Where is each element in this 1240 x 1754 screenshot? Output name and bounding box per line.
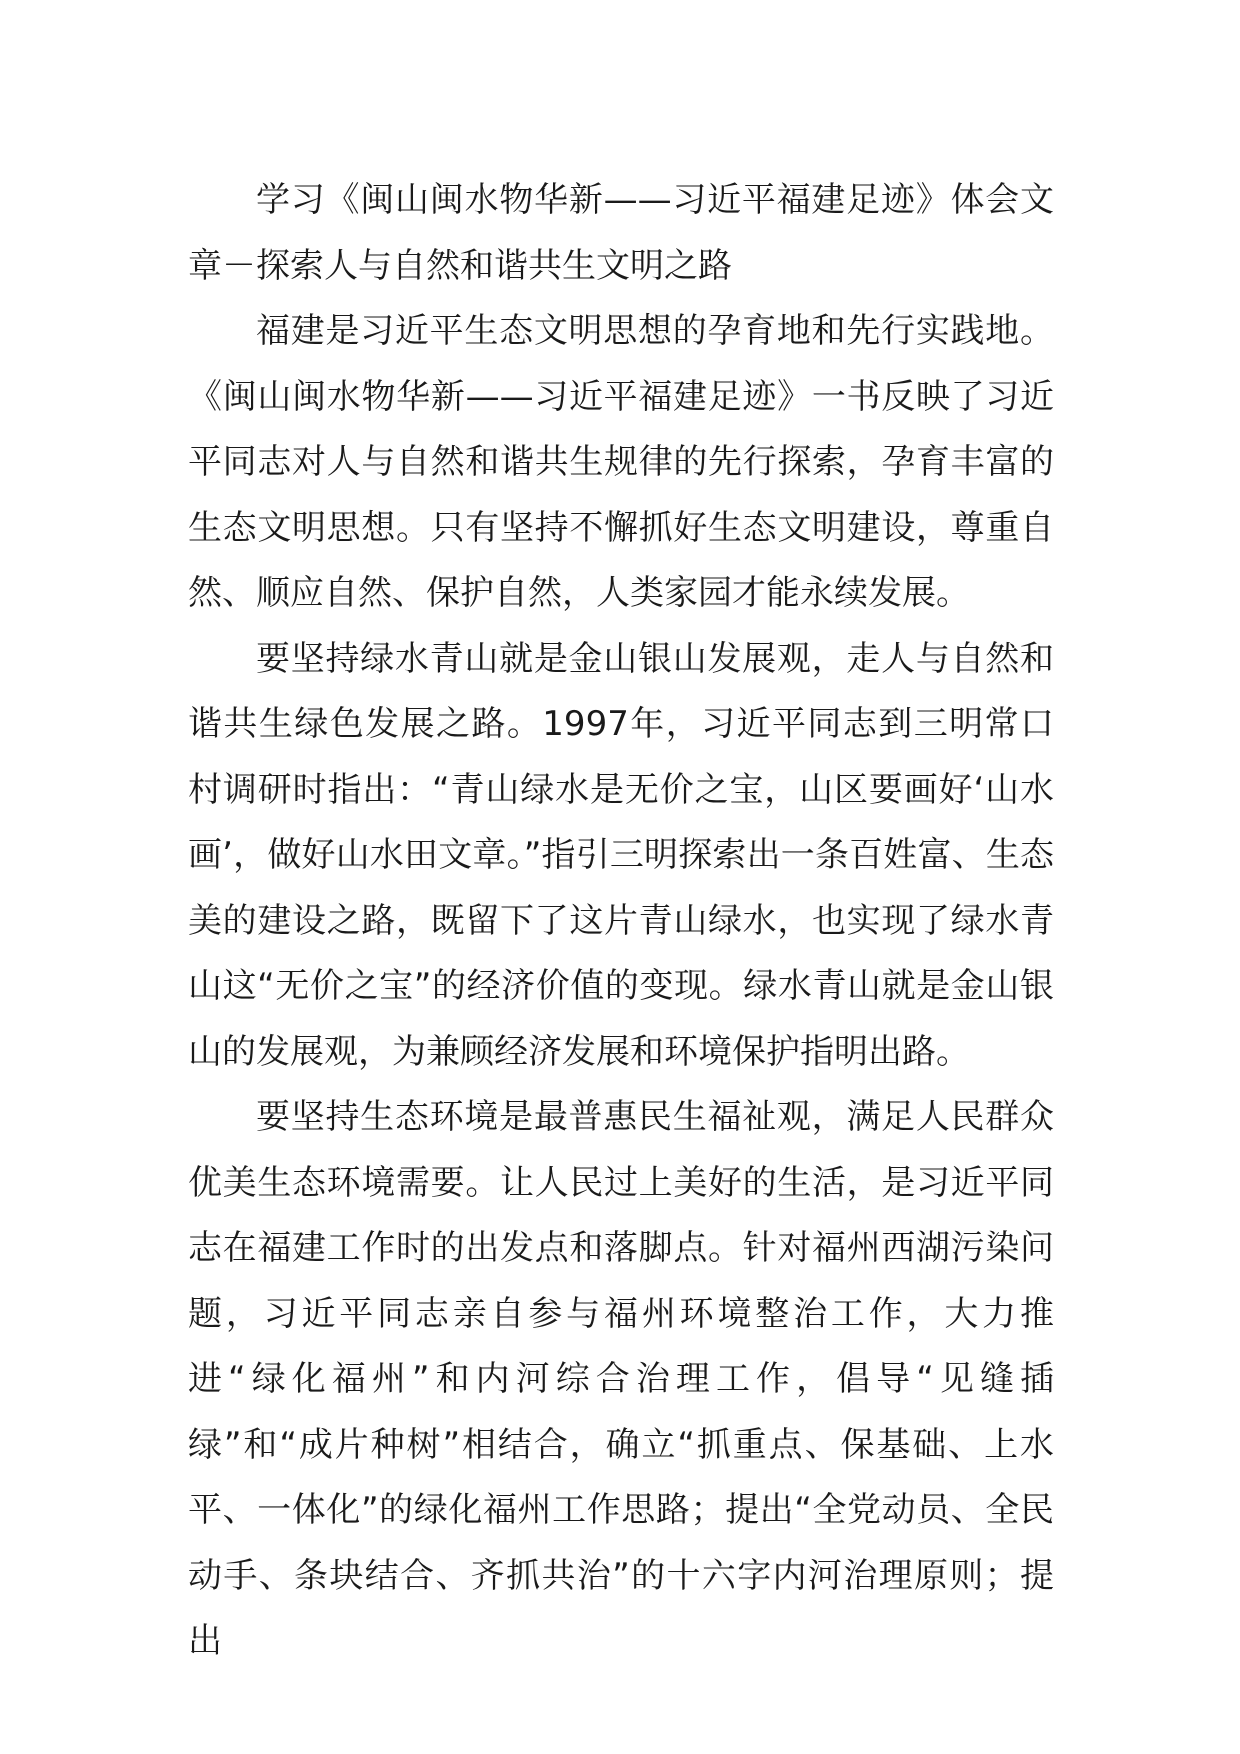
document-title: 学习《闽山闽水物华新——习近平福建足迹》体会文章－探索人与自然和谐共生文明之路 bbox=[188, 180, 1054, 286]
document-body bbox=[188, 168, 1054, 1675]
paragraph-2: 要坚持绿水青山就是金山银山发展观，走人与自然和谐共生绿色发展之路。1997年，习近平同志到三明常口村调研时指出：“青山绿水是无价之宝，山区要画好‘山水画’，做好山水田文章。”指引三明探索出一条百姓富、生态美的建设之路，既留下了这片青山绿水，也实现了绿水青山这“无价之宝”的经济价值的变现。绿水青山就是金山银山的发展观，为兼顾经济发展和环境保护指明出路。 bbox=[188, 638, 1054, 1072]
paragraph-1: 福建是习近平生态文明思想的孕育地和先行实践地。《闽山闽水物华新——习近平福建足迹》一书反映了习近平同志对人与自然和谐共生规律的先行探索，孕育丰富的生态文明思想。只有坚持不懈抓好生态文明建设，尊重自然、顺应自然、保护自然，人类家园才能永续发展。 bbox=[188, 311, 1054, 613]
paragraph-3: 要坚持生态环境是最普惠民生福祉观，满足人民群众优美生态环境需要。让人民过上美好的生活，是习近平同志在福建工作时的出发点和落脚点。针对福州西湖污染问题，习近平同志亲自参与福州环境整治工作，大力推进“绿化福州”和内河综合治理工作，倡导“见缝插绿”和“成片种树”相结合，确立“抓重点、保基础、上水平、一体化”的绿化福州工作思路；提出“全党动员、全民动手、条块结合、齐抓共治”的十六字内河治理原则；提出 bbox=[188, 1097, 1054, 1661]
